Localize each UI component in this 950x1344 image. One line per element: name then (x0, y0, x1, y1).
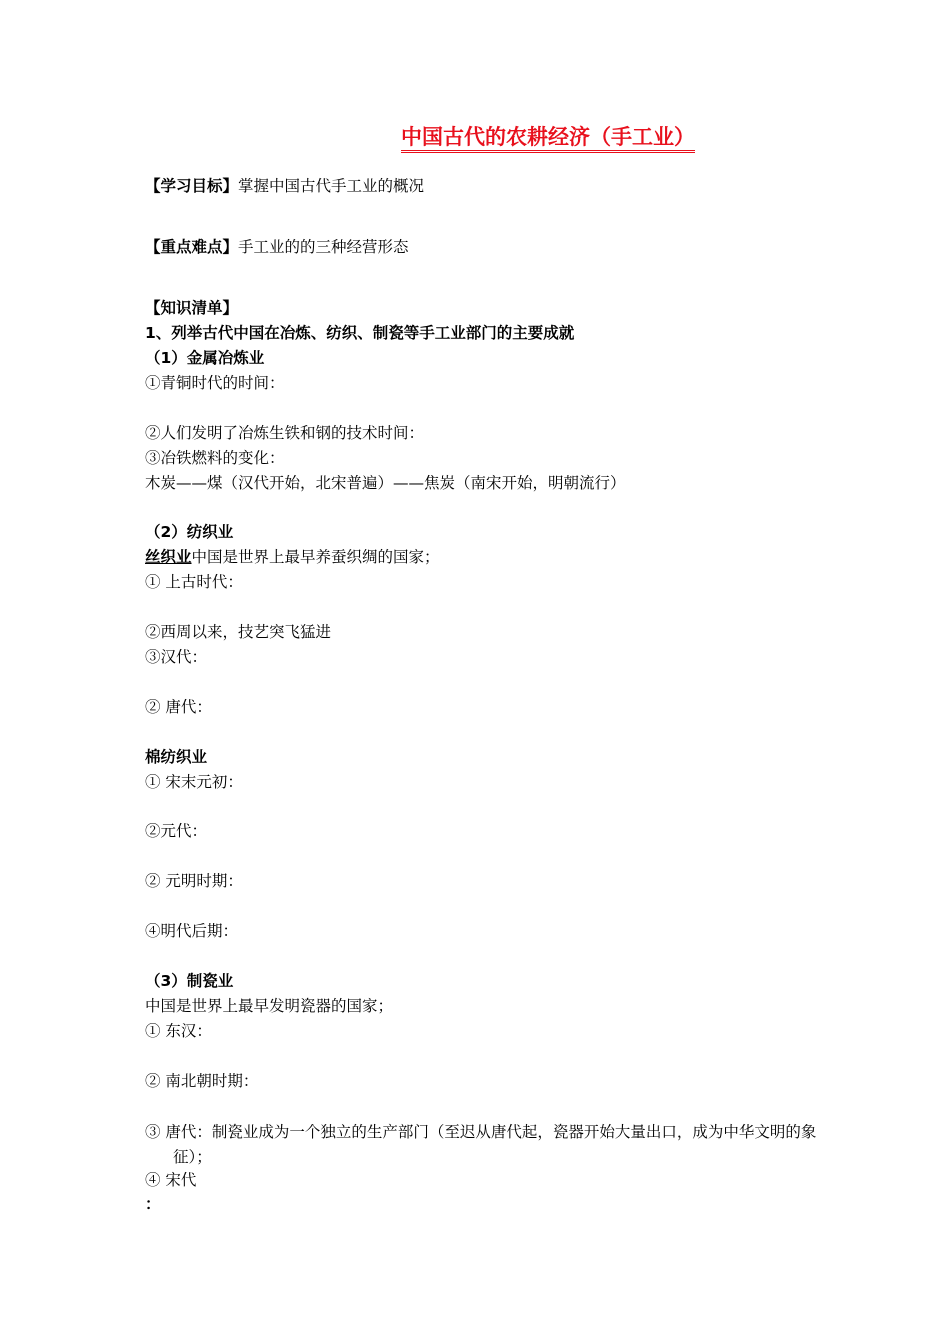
silk-item-1: ① 上古时代： (145, 573, 243, 591)
silk-text: 中国是世界上最早养蚕织绸的国家； (191, 548, 440, 566)
learning-goal (145, 176, 424, 196)
metal-item-2 (145, 423, 424, 443)
textile-heading: （2）纺织业 (145, 523, 234, 541)
cotton-item-4: ④明代后期： (145, 922, 239, 940)
metal-heading: （1）金属冶炼业 (145, 349, 265, 367)
cotton-item-1: ① 宋末元初： (145, 773, 243, 791)
silk-intro (145, 547, 440, 567)
cotton-item-2: ②元代： (145, 822, 208, 840)
key-points (145, 237, 409, 257)
cotton-heading: 棉纺织业 (145, 748, 208, 766)
goal-label: 【学习目标】 (145, 177, 239, 195)
silk-item-4: ② 唐代： (145, 698, 212, 716)
porcelain-intro: 中国是世界上最早发明瓷器的国家； (145, 997, 394, 1015)
metal-item-2-text: ②人们发明了冶炼生铁和钢的技术时间： (145, 424, 425, 442)
key-text: 手工业的的三种经营形态 (238, 238, 409, 256)
silk-item-3: ③汉代： (145, 648, 208, 666)
metal-item-4: 木炭——煤（汉代开始，北宋普遍）——焦炭（南宋开始，明朝流行） (145, 474, 626, 492)
silk-label: 丝织业 (145, 548, 192, 566)
key-label: 【重点难点】 (145, 238, 239, 256)
porcelain-item-3: ③ 唐代：制瓷业成为一个独立的生产部门（至迟从唐代起，瓷器开始大量出口，成为中华文明的象征）； (145, 1123, 817, 1166)
title-text: 中国古代的农耕经济（手工业） (401, 125, 695, 153)
knowledge-list-heading: 【知识清单】 (145, 299, 239, 317)
porcelain-item-2: ② 南北朝时期： (145, 1072, 259, 1090)
silk-item-2: ②西周以来，技艺突飞猛进 (145, 623, 332, 641)
metal-item-3: ③冶铁燃料的变化： (145, 449, 285, 467)
porcelain-item-1: ① 东汉： (145, 1022, 212, 1040)
goal-text: 掌握中国古代手工业的概况 (238, 177, 425, 195)
cotton-item-3: ② 元明时期： (145, 872, 243, 890)
metal-item-1: ①青铜时代的时间： (145, 374, 285, 392)
porcelain-heading: （3）制瓷业 (145, 972, 234, 990)
porcelain-item-4: ④ 宋代 (145, 1171, 197, 1189)
porcelain-item-4-colon: ： (145, 1195, 161, 1213)
question-1: 1、列举古代中国在冶炼、纺织、制瓷等手工业部门的主要成就 (145, 324, 575, 342)
document-title (0, 121, 950, 151)
